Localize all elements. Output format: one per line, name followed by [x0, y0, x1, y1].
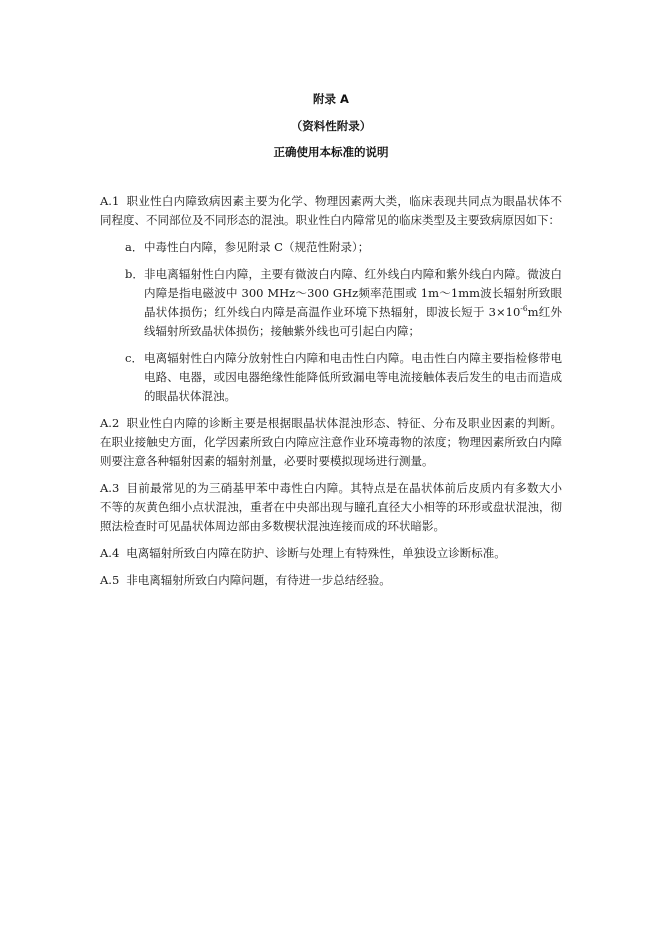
list-item-text-part1: 非电离辐射性白内障，主要有微波白内障、红外线白内障和紫外线白内障。微波白内障是指电磁波中 300 MHz～300 GHz频率范围或 1m～1mm波长辐射所致眼晶状体损伤；红外线白内障是高温作业环境下热辐射，即波长短于 3×10 [144, 267, 562, 319]
list-item-label: a． [125, 240, 144, 254]
clause-a1 [100, 192, 562, 230]
clause-text: 电离辐射所致白内障在防护、诊断与处理上有特殊性，单独设立诊断标准。 [126, 546, 506, 560]
list-item-a [100, 238, 562, 257]
document-body [100, 192, 562, 598]
clause-a5 [100, 571, 562, 590]
appendix-type: （资料性附录） [290, 119, 372, 133]
list-item-text: 中毒性白内障，参见附录 C（规范性附录）； [144, 240, 370, 254]
clause-number: A.3 [100, 481, 120, 495]
list-item-b [100, 265, 562, 341]
appendix-title: 附录 A [313, 92, 349, 106]
clause-a2 [100, 414, 562, 471]
clause-number: A.2 [100, 416, 120, 430]
clause-text: 职业性白内障致病因素主要为化学、物理因素两大类，临床表现共同点为眼晶状体不同程度、不同部位及不同形态的混浊。职业性白内障常见的临床类型及主要致病原因如下： [100, 194, 562, 227]
clause-text: 职业性白内障的诊断主要是根据眼晶状体混浊形态、特征、分布及职业因素的判断。在职业接触史方面，化学因素所致白内障应注意作业环境毒物的浓度；物理因素所致白内障则要注意各种辐射因素的辐射剂量，必要时要模拟现场进行测量。 [100, 416, 562, 468]
list-item-label: c． [125, 351, 143, 365]
list-item-c [100, 349, 562, 406]
clause-text: 非电离辐射所致白内障问题，有待进一步总结经验。 [126, 573, 391, 587]
exponent: -6 [520, 304, 528, 313]
clause-number: A.5 [100, 573, 120, 587]
clause-number: A.4 [100, 546, 120, 560]
list-item-text-part2: m红外线辐射所致晶状体损伤；接触紫外线也可引起白内障； [144, 305, 563, 338]
clause-number: A.1 [100, 194, 120, 208]
list-item-label: b． [125, 267, 144, 281]
clause-a4 [100, 544, 562, 563]
clause-a3 [100, 479, 562, 536]
section-title: 正确使用本标准的说明 [273, 145, 389, 159]
list-item-text: 电离辐射性白内障分放射性白内障和电击性白内障。电击性白内障主要指检修带电电路、电器，或因电器绝缘性能降低所致漏电等电流接触体表后发生的电击而造成的眼晶状体混浊。 [144, 351, 562, 403]
clause-text: 目前最常见的为三硝基甲苯中毒性白内障。其特点是在晶状体前后皮质内有多数大小不等的灰黄色细小点状混浊，重者在中央部出现与瞳孔直径大小相等的环形或盘状混浊，彻照法检查时可见晶状体周边部由多数楔状混浊连接而成的环状暗影。 [100, 481, 562, 533]
